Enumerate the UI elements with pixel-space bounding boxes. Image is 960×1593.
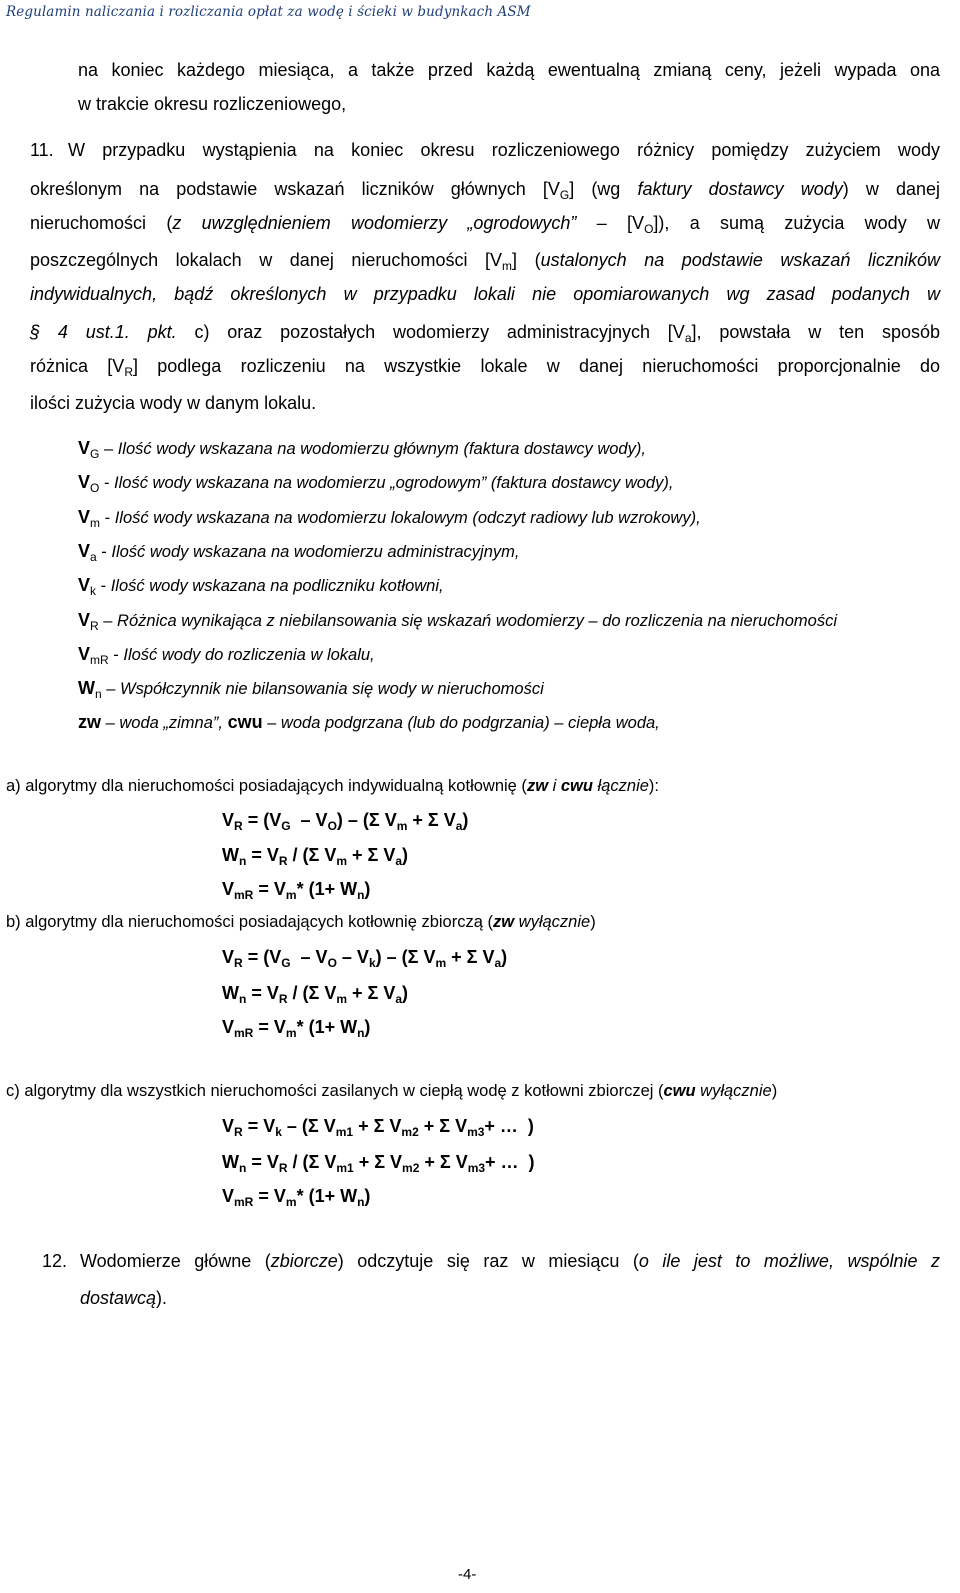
definition-vr: $V_R$ – Różnica wynikająca z niebilansowania się wskazań wodomierzy – do rozliczenia na nieruchomości — [78, 610, 837, 633]
item-11-line-3: nieruchomości (z uwzględnieniem wodomierzy „ogrodowych” – $[V_O]$), a sumą zużycia wody w — [30, 213, 940, 236]
intro-line-2: w trakcie okresu rozliczeniowego, — [78, 94, 347, 114]
formula-b-vmr: $V_{mR} = V_m*$ $(1+ W_n)$ — [222, 1017, 371, 1040]
item-11-line-8: ilości zużycia wody w danym lokalu. — [30, 393, 317, 413]
definition-wn: $W_n$ – Współczynnik nie bilansowania się wody w nieruchomości — [78, 678, 544, 701]
item-11-line-2: określonym na podstawie wskazań liczników głównych $[V_G]$ (wg faktury dostawcy wody) w danej — [30, 179, 940, 202]
formula-c-vmr: $V_{mR} = V_m*$ $(1+ W_n)$ — [222, 1186, 371, 1209]
formula-a-vmr: $V_{mR} = V_m*$ $(1+ W_n)$ — [222, 879, 371, 902]
formula-a-wn: $W_n = V_R / (\Sigma$ $V_m + \Sigma$ $V_a$) — [222, 845, 409, 868]
item-11-line-6: § 4 ust.1. pkt. c) oraz pozostałych wodomierzy administracyjnych $[V_a]$, powstała w ten sposób — [30, 322, 940, 345]
definition-vo: $V_O$ - Ilość wody wskazana na wodomierzu „ogrodowym” (faktura dostawcy wody), — [78, 472, 674, 495]
item-12-line-2: dostawcą). — [80, 1288, 168, 1308]
section-b-heading: b) algorytmy dla nieruchomości posiadających kotłownię zbiorczą (zw wyłącznie) — [6, 913, 596, 931]
item-12-line-1: Wodomierze główne (zbiorcze) odczytuje się raz w miesiącu (o ile jest to możliwe, wspólnie z — [80, 1251, 940, 1271]
item-11-line-1: W przypadku wystąpienia na koniec okresu rozliczeniowego różnicy pomiędzy zużyciem wody — [68, 140, 940, 160]
formula-b-vr: $V_R = (V_G - V_O - V_k) - (\Sigma$ $V_m + \Sigma$ $V_a$) — [222, 947, 508, 970]
definition-vmr: $V_{mR}$ - Ilość wody do rozliczenia w lokalu, — [78, 644, 375, 667]
definition-va: $V_a$ - Ilość wody wskazana na wodomierzu administracyjnym, — [78, 541, 520, 564]
definition-zw-cwu: zw – woda „zimna”, cwu – woda podgrzana (lub do podgrzania) – ciepła woda, — [78, 712, 660, 732]
page-number: -4- — [458, 1566, 477, 1583]
item-12-number: 12. — [42, 1251, 68, 1271]
definition-vg: $V_G$ – Ilość wody wskazana na wodomierzu głównym (faktura dostawcy wody), — [78, 438, 646, 461]
item-11-line-7: różnica $[V_R]$ podlega rozliczeniu na wszystkie lokale w danej nieruchomości proporcjonalnie do — [30, 356, 940, 379]
item-11-line-4: poszczególnych lokalach w danej nieruchomości $[V_m]$ (ustalonych na podstawie wskazań liczników — [30, 250, 940, 273]
intro-line-1: na koniec każdego miesiąca, a także przed każdą ewentualną zmianą ceny, jeżeli wypada ona — [78, 60, 940, 80]
formula-b-wn: $W_n = V_R / (\Sigma$ $V_m + \Sigma$ $V_a$) — [222, 983, 409, 1006]
item-11-line-5: indywidualnych, bądź określonych w przypadku lokali nie opomiarowanych wg zasad podanych w — [30, 284, 940, 304]
formula-a-vr: $V_R = (V_G - V_O) - (\Sigma$ $V_m + \Sigma$ $V_a$) — [222, 810, 469, 833]
formula-c-wn: $W_n = V_R / (\Sigma$ $V_{m1} + \Sigma$ $V_{m2} + \Sigma$ $V_{m3}+$ … ) — [222, 1152, 535, 1175]
definition-vk: $V_k$ - Ilość wody wskazana na podliczniku kotłowni, — [78, 575, 444, 598]
formula-c-vr: $V_R = V_k - (\Sigma$ $V_{m1} + \Sigma$ $V_{m2} + \Sigma$ $V_{m3}+$ … ) — [222, 1116, 534, 1139]
definition-vm: $V_m$ - Ilość wody wskazana na wodomierzu lokalowym (odczyt radiowy lub wzrokowy), — [78, 507, 701, 530]
section-c-heading: c) algorytmy dla wszystkich nieruchomości zasilanych w ciepłą wodę z kotłowni zbiorczej (cwu wyłącznie) — [6, 1082, 778, 1100]
document-header: Regulamin naliczania i rozliczania opłat za wodę i ścieki w budynkach ASM — [6, 4, 531, 20]
item-11-number: 11. — [30, 140, 54, 160]
section-a-heading: a) algorytmy dla nieruchomości posiadających indywidualną kotłownię (zw i cwu łącznie): — [6, 777, 660, 795]
